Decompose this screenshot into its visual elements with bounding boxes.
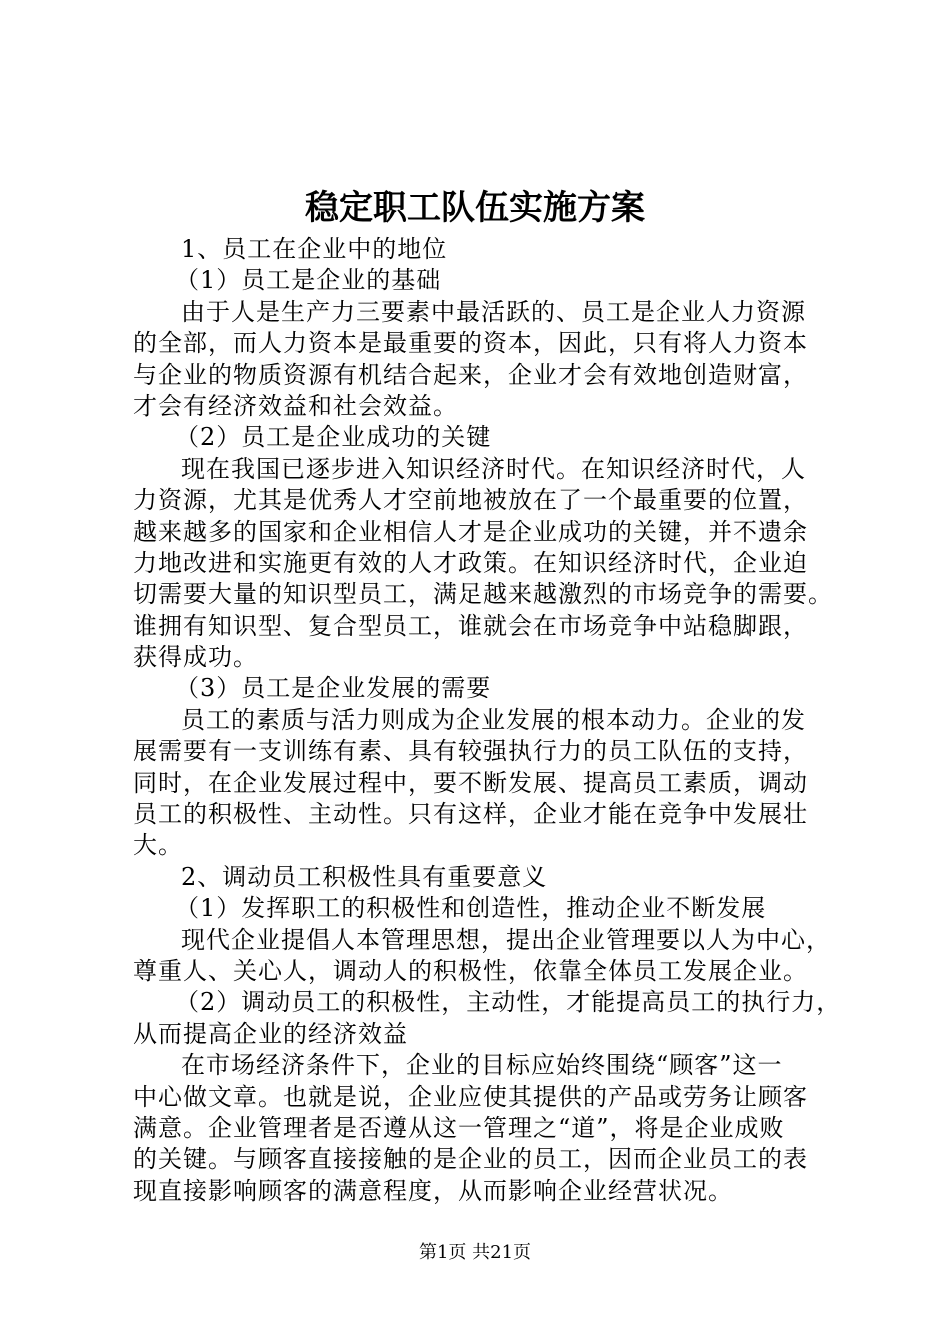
paragraph-line: 同时，在企业发展过程中，要不断发展、提高员工素质，调动	[133, 768, 808, 797]
paragraph-line: 力地改进和实施更有效的人才政策。在知识经济时代，企业迫	[133, 548, 808, 577]
paragraph-line: 力资源，尤其是优秀人才空前地被放在了一个最重要的位置，	[133, 486, 808, 515]
paragraph-line: 员工的积极性、主动性。只有这样，企业才能在竞争中发展壮	[133, 800, 808, 829]
paragraph-line: 与企业的物质资源有机结合起来，企业才会有效地创造财富，	[133, 360, 808, 389]
paragraph-line: 大。	[133, 831, 183, 860]
section-heading-1: 1、员工在企业中的地位	[181, 235, 448, 263]
paragraph-line: 切需要大量的知识型员工，满足越来越激烈的市场竞争的需要。	[133, 580, 833, 609]
paragraph-line: 由于人是生产力三要素中最活跃的、员工是企业人力资源	[181, 297, 806, 326]
paragraph-line: 才会有经济效益和社会效益。	[133, 391, 458, 420]
paragraph-line: 现在我国已逐步进入知识经济时代。在知识经济时代，人	[181, 454, 806, 483]
paragraph-line: 的全部，而人力资本是最重要的资本，因此，只有将人力资本	[133, 329, 808, 358]
subsection-heading-continuation: 从而提高企业的经济效益	[133, 1019, 408, 1048]
paragraph-line: 现直接影响顾客的满意程度，从而影响企业经营状况。	[133, 1176, 733, 1205]
paragraph-line: 现代企业提倡人本管理思想，提出企业管理要以人为中心，	[181, 925, 831, 954]
subsection-heading-2-1: （1）发挥职工的积极性和创造性，推动企业不断发展	[175, 894, 767, 923]
subsection-heading-2-2: （2）调动员工的积极性，主动性，才能提高员工的执行力，	[175, 988, 842, 1017]
subsection-heading-1-1: （1）员工是企业的基础	[175, 266, 442, 295]
paragraph-line: 中心做文章。也就是说，企业应使其提供的产品或劳务让顾客	[133, 1082, 808, 1111]
paragraph-line: 越来越多的国家和企业相信人才是企业成功的关键，并不遗余	[133, 517, 808, 546]
document-title: 稳定职工队伍实施方案	[305, 188, 645, 228]
paragraph-line: 员工的素质与活力则成为企业发展的根本动力。企业的发	[181, 705, 806, 734]
paragraph-line: 谁拥有知识型、复合型员工，谁就会在市场竞争中站稳脚跟，	[133, 611, 808, 640]
paragraph-line: 满意。企业管理者是否遵从这一管理之“道”，将是企业成败	[133, 1113, 785, 1142]
document-body	[133, 234, 842, 1207]
subsection-heading-1-2: （2）员工是企业成功的关键	[175, 423, 492, 452]
paragraph-line: 在市场经济条件下，企业的目标应始终围绕“顾客”这一	[181, 1051, 783, 1080]
page-footer: 第1页 共21页	[418, 1242, 532, 1263]
paragraph-line: 获得成功。	[133, 643, 258, 672]
subsection-heading-1-3: （3）员工是企业发展的需要	[175, 674, 492, 703]
section-heading-2: 2、调动员工积极性具有重要意义	[181, 862, 548, 891]
paragraph-line: 尊重人、关心人，调动人的积极性，依靠全体员工发展企业。	[133, 956, 808, 985]
paragraph-line: 的关键。与顾客直接接触的是企业的员工，因而企业员工的表	[133, 1145, 808, 1174]
paragraph-line: 展需要有一支训练有素、具有较强执行力的员工队伍的支持，	[133, 737, 808, 766]
